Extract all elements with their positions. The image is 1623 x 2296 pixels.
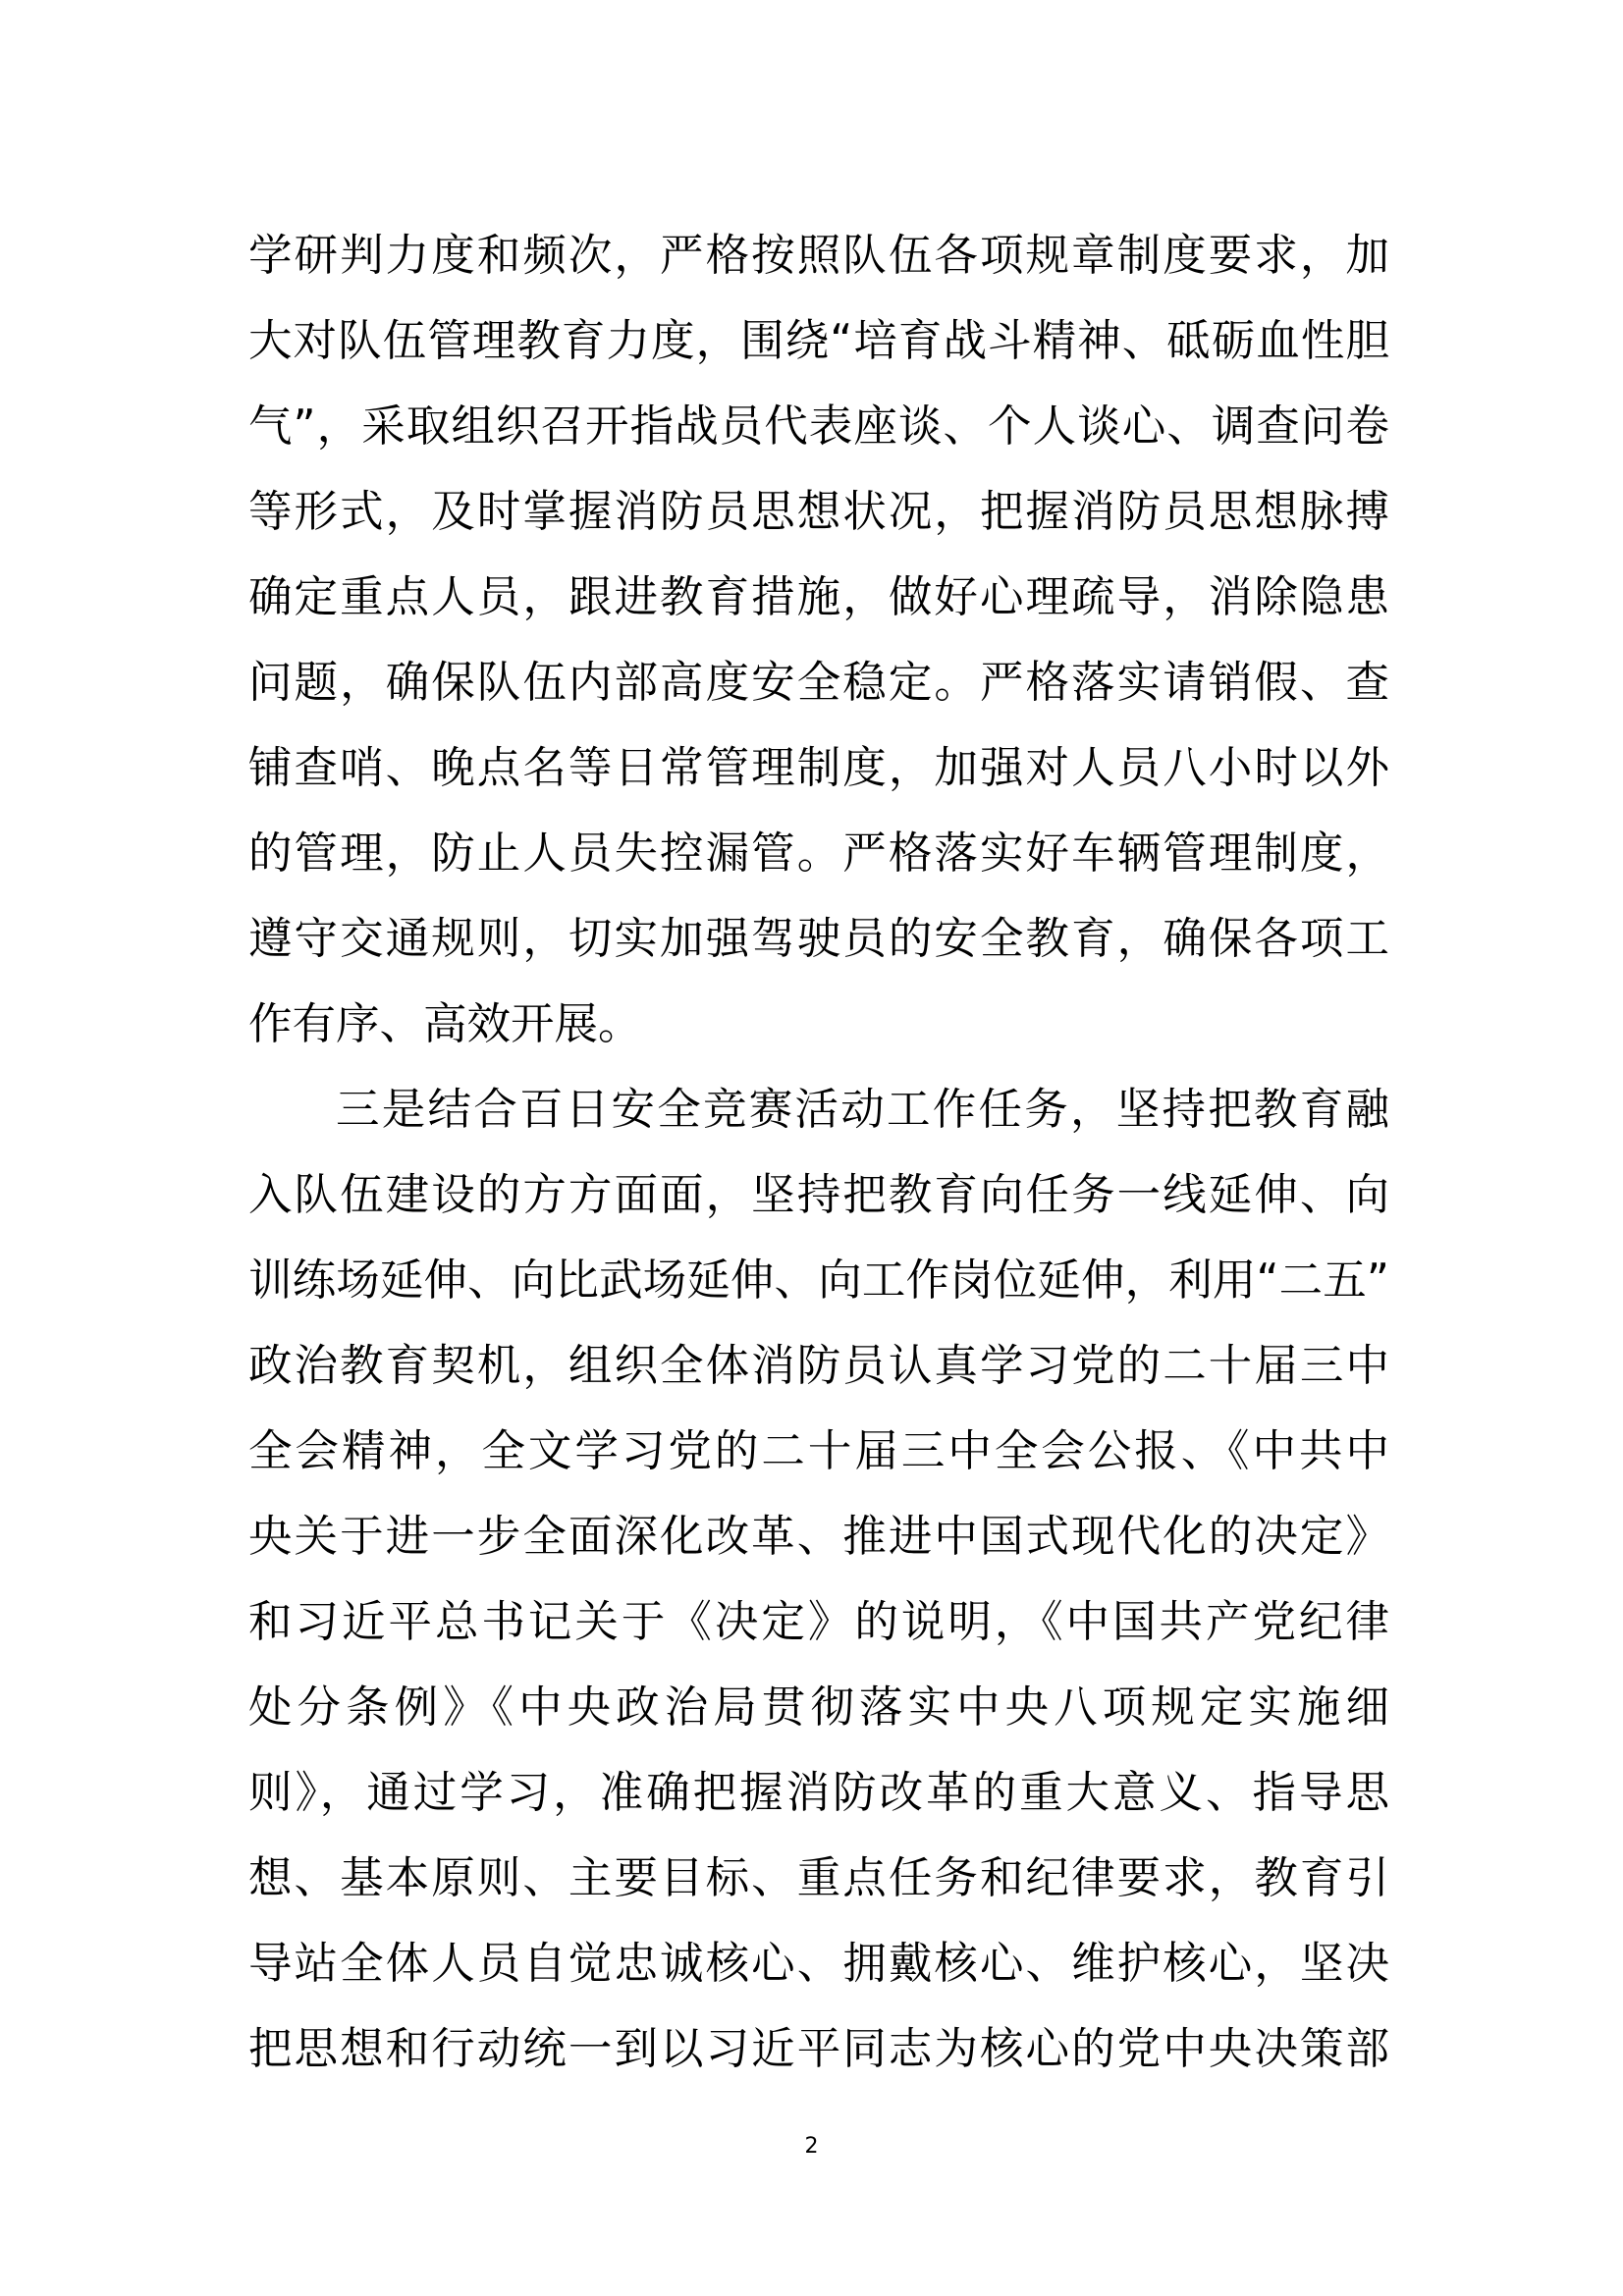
text-line: 遵守交通规则，切实加强驾驶员的安全教育，确保各项工 bbox=[248, 914, 1389, 964]
text-line: 铺查哨、晚点名等日常管理制度，加强对人员八小时以外 bbox=[248, 743, 1389, 793]
text-line: 全会精神，全文学习党的二十届三中全会公报、《中共中 bbox=[248, 1426, 1389, 1476]
text-line: 处分条例》《中央政治局贯彻落实中央八项规定实施细 bbox=[248, 1682, 1389, 1733]
text-line: 入队伍建设的方方面面，坚持把教育向任务一线延伸、向 bbox=[248, 1170, 1389, 1220]
text-line: 和习近平总书记关于《决定》的说明，《中国共产党纪律 bbox=[248, 1597, 1389, 1647]
text-line: 确定重点人员，跟进教育措施，做好心理疏导，消除隐患 bbox=[248, 572, 1389, 622]
text-line: 的管理，防止人员失控漏管。严格落实好车辆管理制度， bbox=[248, 828, 1389, 879]
text-line: 学研判力度和频次，严格按照队伍各项规章制度要求，加 bbox=[248, 231, 1389, 281]
text-line: 则》，通过学习，准确把握消防改革的重大意义、指导思 bbox=[248, 1768, 1389, 1818]
text-line: 央关于进一步全面深化改革、推进中国式现代化的决定》 bbox=[248, 1512, 1389, 1562]
text-line: 问题，确保队伍内部高度安全稳定。严格落实请销假、查 bbox=[248, 658, 1389, 708]
text-line: 训练场延伸、向比武场延伸、向工作岗位延伸，利用“二五” bbox=[248, 1255, 1389, 1306]
text-line: 想、基本原则、主要目标、重点任务和纪律要求，教育引 bbox=[248, 1853, 1389, 1903]
text-line: 等形式，及时掌握消防员思想状况，把握消防员思想脉搏 bbox=[248, 487, 1389, 537]
document-body bbox=[248, 213, 1389, 2092]
page-number: 2 bbox=[804, 2134, 819, 2159]
text-line: 三是结合百日安全竞赛活动工作任务，坚持把教育融 bbox=[336, 1085, 1389, 1135]
text-line: 政治教育契机，组织全体消防员认真学习党的二十届三中 bbox=[248, 1341, 1389, 1391]
text-line: 气”，采取组织召开指战员代表座谈、个人谈心、调查问卷 bbox=[248, 401, 1389, 452]
text-line: 导站全体人员自觉忠诚核心、拥戴核心、维护核心，坚决 bbox=[248, 1939, 1389, 1989]
text-line: 大对队伍管理教育力度，围绕“培育战斗精神、砥砺血性胆 bbox=[248, 316, 1389, 366]
text-line: 把思想和行动统一到以习近平同志为核心的党中央决策部 bbox=[248, 2024, 1389, 2074]
text-line: 作有序、高效开展。 bbox=[248, 999, 642, 1049]
